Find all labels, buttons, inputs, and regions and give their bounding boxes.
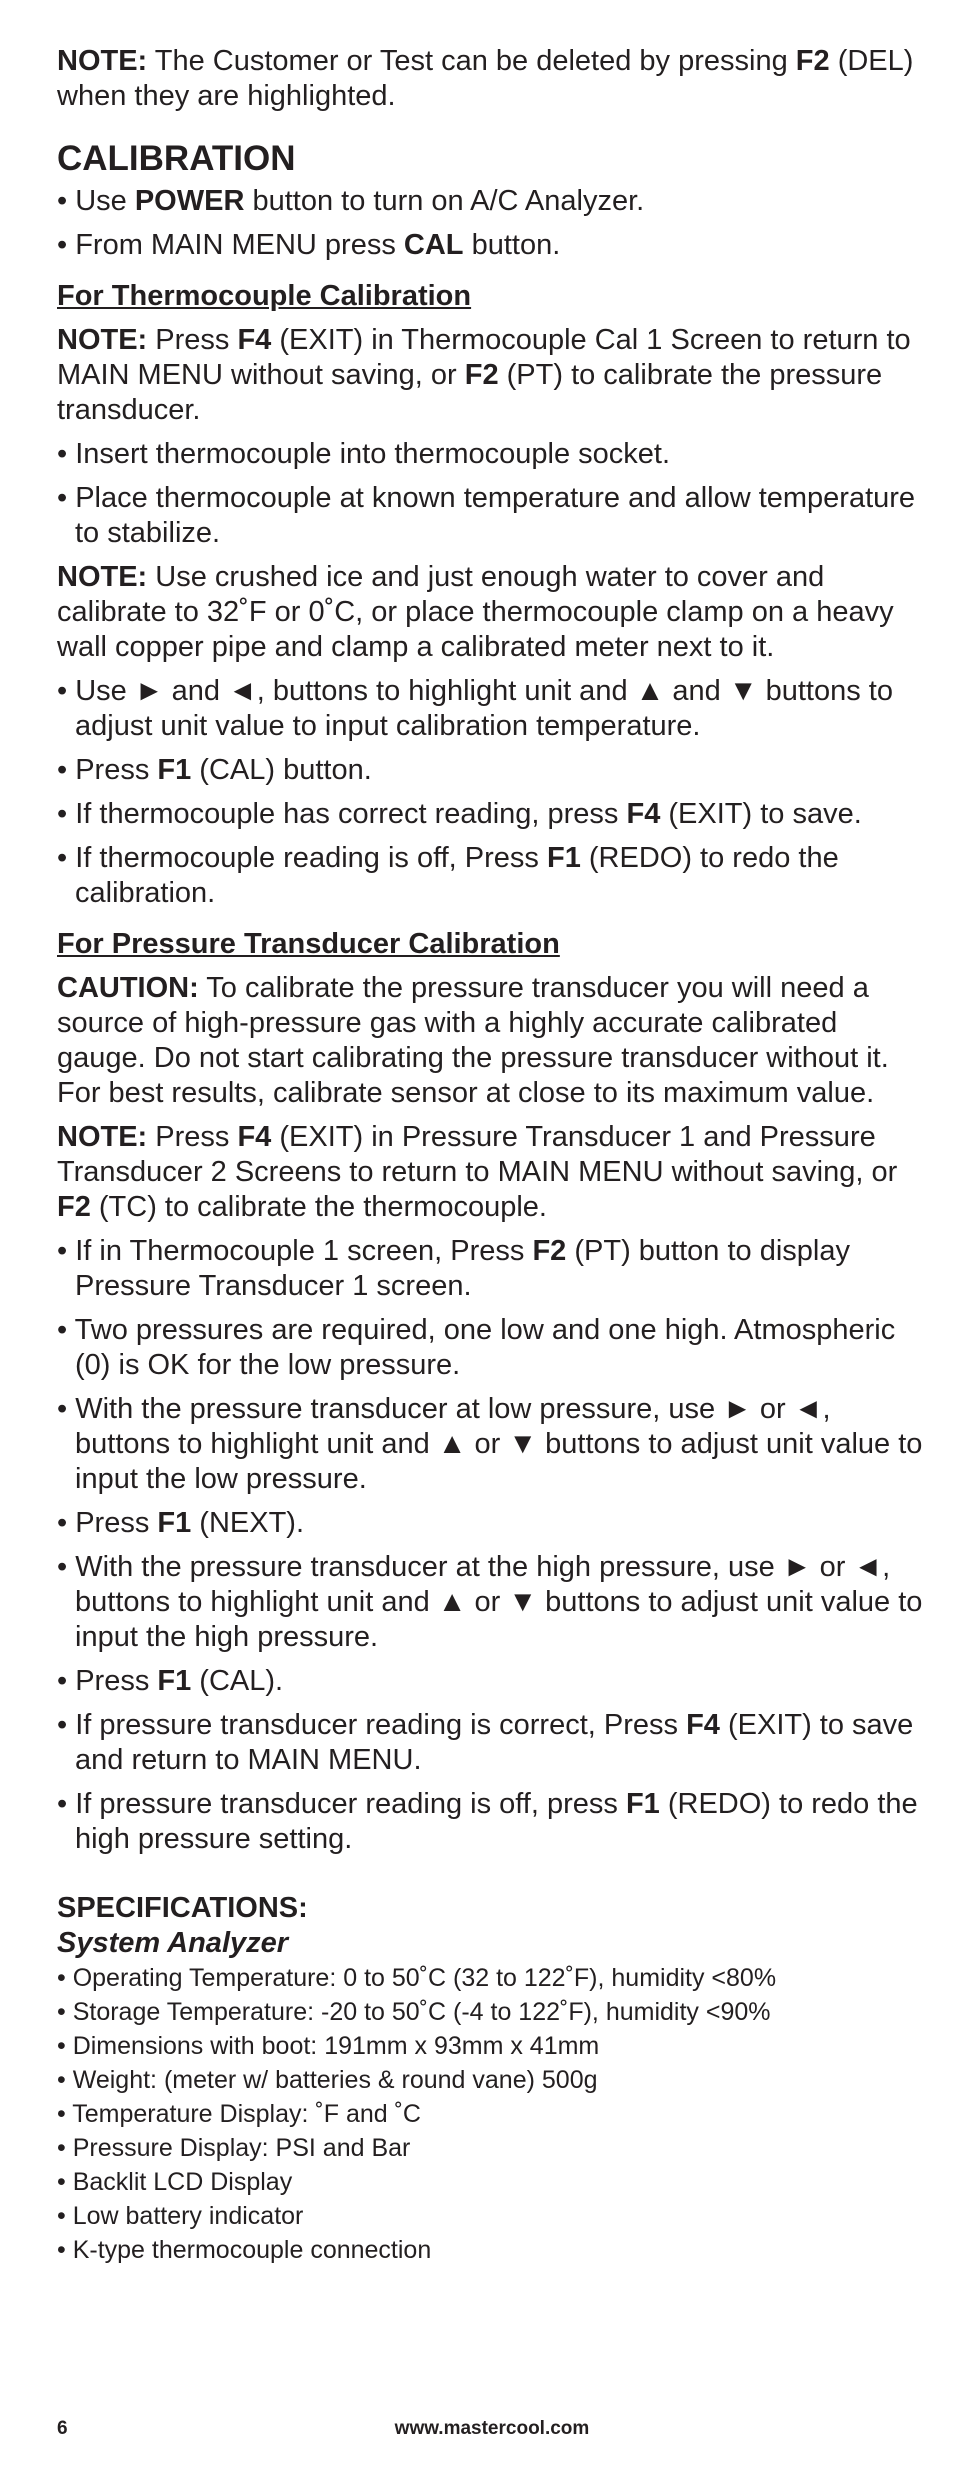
spec-item: • Storage Temperature: -20 to 50˚C (-4 to 122˚F), humidity <90% xyxy=(57,1998,771,2026)
bullet-text: (REDO) to redo the high pressure setting. xyxy=(75,1788,918,1855)
bullet-text: • Press xyxy=(57,1665,158,1697)
thermocouple-heading: For Thermocouple Calibration xyxy=(57,280,472,312)
calibration-title: CALIBRATION xyxy=(57,139,296,178)
note-text: Press xyxy=(147,1121,238,1153)
note-text: (PT) to calibrate the pressure transducer. xyxy=(57,359,883,426)
bullet-text: (NEXT). xyxy=(191,1507,305,1539)
thermocouple-bullet-correct xyxy=(57,797,927,832)
thermocouple-bullet-place: • Place thermocouple at known temperature and allow temperature to stabilize. xyxy=(57,482,916,549)
bullet-text: • If pressure transducer reading is correct, Press xyxy=(57,1709,687,1741)
note-text: (EXIT) in Pressure Transducer 1 and Pressure Transducer 2 Screens to return to MAIN MENU without saving, or xyxy=(57,1121,898,1188)
note-label: NOTE: xyxy=(57,561,148,593)
bullet-text: • Press xyxy=(57,754,158,786)
caution-label: CAUTION: xyxy=(57,972,199,1004)
caution-text: To calibrate the pressure transducer you will need a source of high-pressure gas with a highly accurate calibrated gauge. Do not start calibrating the pressure transducer without it. For best results, calibrate sensor at close to its maximum value. xyxy=(57,972,889,1109)
bullet-text: (PT) button to display Pressure Transducer 1 screen. xyxy=(75,1235,850,1302)
key-label: F4 xyxy=(237,324,272,356)
bullet-text: • If in Thermocouple 1 screen, Press xyxy=(57,1235,533,1267)
key-label: F2 xyxy=(795,45,830,77)
thermocouple-bullet-arrows: • Use ► and ◄, buttons to highlight unit and ▲ and ▼ buttons to adjust unit value to input calibration temperature. xyxy=(57,675,893,742)
note-text: Press xyxy=(147,324,238,356)
note-text: (EXIT) in Thermocouple Cal 1 Screen to return to MAIN MENU without saving, or xyxy=(57,324,911,391)
note-text: The Customer or Test can be deleted by pressing xyxy=(147,45,796,77)
footer-url: www.mastercool.com xyxy=(394,2418,590,2439)
key-label: F2 xyxy=(532,1235,567,1267)
pressure-heading: For Pressure Transducer Calibration xyxy=(57,928,560,960)
bullet-text: button. xyxy=(463,229,561,261)
thermocouple-bullet-off xyxy=(57,841,927,911)
pressure-bullet-next xyxy=(57,1506,927,1541)
key-label: F4 xyxy=(237,1121,272,1153)
key-label: F1 xyxy=(546,842,581,874)
specifications-subtitle: System Analyzer xyxy=(57,1927,289,1959)
calibration-bullet-power xyxy=(57,184,927,219)
spec-item: • Backlit LCD Display xyxy=(57,2168,293,2196)
bullet-text: • Use xyxy=(57,185,135,217)
bullet-text: (CAL). xyxy=(191,1665,284,1697)
bullet-text: • If thermocouple has correct reading, press xyxy=(57,798,627,830)
specifications-title: SPECIFICATIONS: xyxy=(57,1892,308,1924)
page-number: 6 xyxy=(57,2418,68,2439)
pressure-bullet-high: • With the pressure transducer at the high pressure, use ► or ◄, buttons to highlight unit and ▲ or ▼ buttons to adjust unit value to input the high pressure. xyxy=(57,1551,923,1653)
spec-item: • Low battery indicator xyxy=(57,2202,304,2230)
note-label: NOTE: xyxy=(57,1121,148,1153)
thermocouple-note-1 xyxy=(57,323,927,428)
spec-item: • Temperature Display: ˚F and ˚C xyxy=(57,2100,421,2128)
key-label: F1 xyxy=(625,1788,660,1820)
thermocouple-bullet-insert: • Insert thermocouple into thermocouple socket. xyxy=(57,438,671,470)
pressure-bullet-cal xyxy=(57,1664,927,1699)
note-text: (TC) to calibrate the thermocouple. xyxy=(90,1191,547,1223)
bullet-text: • If thermocouple reading is off, Press xyxy=(57,842,547,874)
bullet-text: (REDO) to redo the calibration. xyxy=(75,842,839,909)
note-label: NOTE: xyxy=(57,45,148,77)
pressure-caution xyxy=(57,971,927,1111)
key-label: CAL xyxy=(403,229,464,261)
bullet-text: button to turn on A/C Analyzer. xyxy=(244,185,645,217)
bullet-text: • If pressure transducer reading is off, press xyxy=(57,1788,626,1820)
key-label: F1 xyxy=(157,1665,192,1697)
bullet-text: (EXIT) to save and return to MAIN MENU. xyxy=(75,1709,914,1776)
key-label: F1 xyxy=(157,1507,192,1539)
pressure-bullet-two-pressures: • Two pressures are required, one low and one high. Atmospheric (0) is OK for the low pressure. xyxy=(57,1314,896,1381)
top-note xyxy=(57,44,927,114)
key-label: POWER xyxy=(134,185,245,217)
page-content xyxy=(57,44,927,2267)
spec-item: • Dimensions with boot: 191mm x 93mm x 41mm xyxy=(57,2032,600,2060)
bullet-text: (EXIT) to save. xyxy=(660,798,862,830)
spec-item: • Pressure Display: PSI and Bar xyxy=(57,2134,411,2162)
spec-item: • Weight: (meter w/ batteries & round vane) 500g xyxy=(57,2066,598,2094)
note-text: Use crushed ice and just enough water to cover and calibrate to 32˚F or 0˚C, or place thermocouple clamp on a heavy wall copper pipe and clamp a calibrated meter next to it. xyxy=(57,561,894,663)
spec-item: • Operating Temperature: 0 to 50˚C (32 to 122˚F), humidity <80% xyxy=(57,1964,777,1992)
key-label: F1 xyxy=(157,754,192,786)
spec-item: • K-type thermocouple connection xyxy=(57,2236,432,2264)
pressure-bullet-screen xyxy=(57,1234,927,1304)
note-label: NOTE: xyxy=(57,324,148,356)
calibration-bullet-cal xyxy=(57,228,927,263)
key-label: F4 xyxy=(626,798,661,830)
pressure-bullet-off xyxy=(57,1787,927,1857)
specifications-list xyxy=(57,1961,927,2267)
key-label: F4 xyxy=(686,1709,720,1741)
pressure-bullet-low: • With the pressure transducer at low pressure, use ► or ◄, buttons to highlight unit and ▲ or ▼ buttons to adjust unit value to input the low pressure. xyxy=(57,1393,923,1495)
bullet-text: • Press xyxy=(57,1507,158,1539)
bullet-text: (CAL) button. xyxy=(191,754,372,786)
thermocouple-bullet-press-cal xyxy=(57,753,927,788)
pressure-bullet-correct xyxy=(57,1708,927,1778)
thermocouple-note-2 xyxy=(57,560,927,665)
key-label: F2 xyxy=(57,1191,91,1223)
key-label: F2 xyxy=(464,359,499,391)
note-text: (DEL) when they are highlighted. xyxy=(57,45,914,112)
pressure-note xyxy=(57,1120,927,1225)
bullet-text: • From MAIN MENU press xyxy=(57,229,404,261)
page-footer xyxy=(57,2418,927,2448)
